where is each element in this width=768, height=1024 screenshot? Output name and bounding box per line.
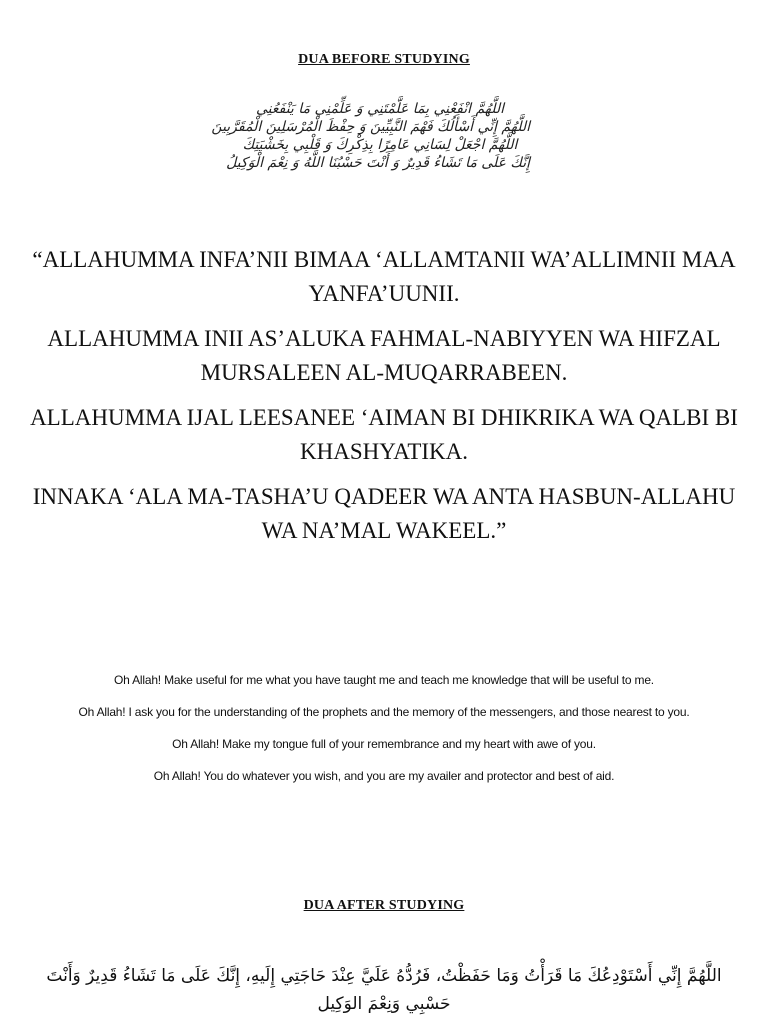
arabic-line: إِنَّكَ عَلَى مَا تَشَاءُ قَدِيرٌ وَ أَنْتَ حَسْبُنَا اللَّهُ وَ نِعْمَ الْوَكِيلُ: [226, 155, 530, 171]
arabic-line: اللَّهُمَّ اجْعَلْ لِسَانِي عَامِرًا بِذِكْرِكَ وَ قَلْبِي بِخَشْيَتِكَ: [242, 137, 518, 153]
arabic-line: اللَّهُمَّ انْفَعْنِي بِمَا عَلَّمْتَنِي وَ عَلِّمْنِي مَا يَنْفَعُنِي: [255, 101, 505, 117]
heading-after-studying: DUA AFTER STUDYING: [303, 898, 465, 913]
translation-line: Oh Allah! Make my tongue full of your remembrance and my heart with awe of you.: [172, 737, 596, 751]
transliteration-paragraph: INNAKA ‘ALA MA-TASHA’U QADEER WA ANTA HASBUN-ALLAHU WA NA’MAL WAKEEL.”: [32, 484, 736, 543]
translation-line: Oh Allah! You do whatever you wish, and you are my availer and protector and best of aid.: [153, 769, 615, 783]
transliteration-paragraph: ALLAHUMMA IJAL LEESANEE ‘AIMAN BI DHIKRIKA WA QALBI BI KHASHYATIKA.: [30, 405, 738, 464]
translation-line: Oh Allah! Make useful for me what you have taught me and teach me knowledge that will be useful to me.: [114, 673, 654, 687]
heading-before-studying: DUA BEFORE STUDYING: [298, 52, 470, 67]
transliteration-paragraph: ALLAHUMMA INII AS’ALUKA FAHMAL-NABIYYEN WA HIFZAL MURSALEEN AL-MUQARRABEEN.: [47, 326, 721, 385]
transliteration-block: [30, 243, 738, 559]
arabic-dua-before: [211, 100, 530, 172]
translation-line: Oh Allah! I ask you for the understanding of the prophets and the memory of the messengers, and those nearest to you.: [78, 705, 690, 719]
arabic-line: اللَّهُمَّ إِنِّي أَسْأَلُكَ فَهْمَ النَّبِيِّينَ وَ حِفْظَ الْمُرْسَلِينَ الْمُقَرَّبِينَ: [211, 119, 530, 135]
arabic-dua-after: اللَّهُمَّ إِنِّي أَسْتَوْدِعُكَ مَا قَرَأْتُ وَمَا حَفَظْتُ، فَرُدُّهُ عَلَيَّ عِنْدَ حَاجَتِي إِلَيهِ، إِنَّكَ عَلَى مَا تَشَاءُ قَدِيرٌ وَأَنْتَ حَسْبِي وَنِعْمَ الوَكِيل: [46, 966, 722, 1014]
transliteration-paragraph: “ALLAHUMMA INFA’NII BIMAA ‘ALLAMTANII WA’ALLIMNII MAA YANFA’UUNII.: [32, 247, 736, 306]
translation-block: [20, 672, 748, 800]
